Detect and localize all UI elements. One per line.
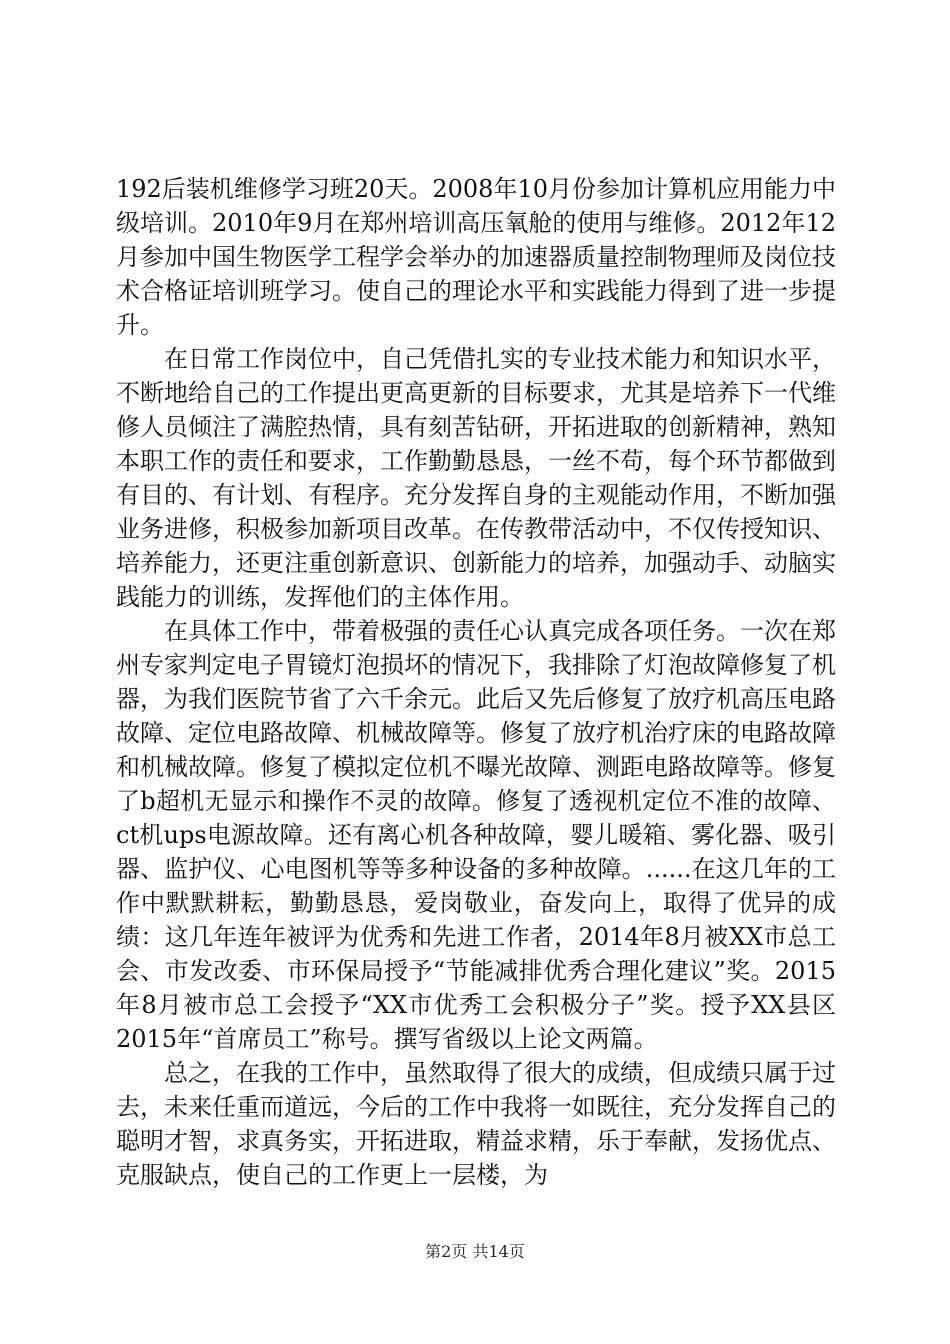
paragraph-specific-work: 在具体工作中，带着极强的责任心认真完成各项任务。一次在郑州专家判定电子胃镜灯泡损坏的情况下，我排除了灯泡故障修复了机器，为我们医院节省了六千余元。此后又先后修复了放疗机高压电路故障、定位电路故障、机械故障等。修复了放疗机治疗床的电路故障和机械故障。修复了模拟定位机不曝光故障、测距电路故障等。修复了b超机无显示和操作不灵的故障。修复了透视机定位不准的故障、ct机ups电源故障。还有离心机各种故障，婴儿暖箱、雾化器、吸引器、监护仪、心电图机等等多种设备的多种故障。......在这几年的工作中默默耕耘，勤勤恳恳，爱岗敬业，奋发向上，取得了优异的成绩：这几年连年被评为优秀和先进工作者，2014年8月被XX市总工会、市发改委、市环保局授予“节能减排优秀合理化建议”奖。2015年8月被市总工会授予“XX市优秀工会积极分子”奖。授予XX县区2015年“首席员工”称号。撰写省级以上论文两篇。 [116,617,836,1053]
paragraph-training: 192后装机维修学习班20天。2008年10月份参加计算机应用能力中级培训。2010年9月在郑州培训高压氧舱的使用与维修。2012年12月参加中国生物医学工程学会举办的加速器质量控制物理师及岗位技术合格证培训班学习。使自己的理论水平和实践能力得到了进一步提升。 [116,175,836,339]
paragraph-daily-work: 在日常工作岗位中，自己凭借扎实的专业技术能力和知识水平，不断地给自己的工作提出更高更新的目标要求，尤其是培养下一代维修人员倾注了满腔热情，具有刻苦钻研，开拓进取的创新精神，熟知本职工作的责任和要求，工作勤勤恳恳，一丝不苟，每个环节都做到有目的、有计划、有程序。充分发挥自身的主观能动作用，不断加强业务进修，积极参加新项目改革。在传教带活动中，不仅传授知识、培养能力，还更注重创新意识、创新能力的培养，加强动手、动脑实践能力的训练，发挥他们的主体作用。 [116,345,836,611]
document-body [116,172,836,1192]
page-number-footer: 第2页 共14页 [425,1242,525,1261]
paragraph-summary: 总之，在我的工作中，虽然取得了很大的成绩，但成绩只属于过去，未来任重而道远，今后的工作中我将一如既往，充分发挥自己的聪明才智，求真务实，开拓进取，精益求精，乐于奉献，发扬优点、克服缺点，使自己的工作更上一层楼，为 [116,1059,836,1189]
